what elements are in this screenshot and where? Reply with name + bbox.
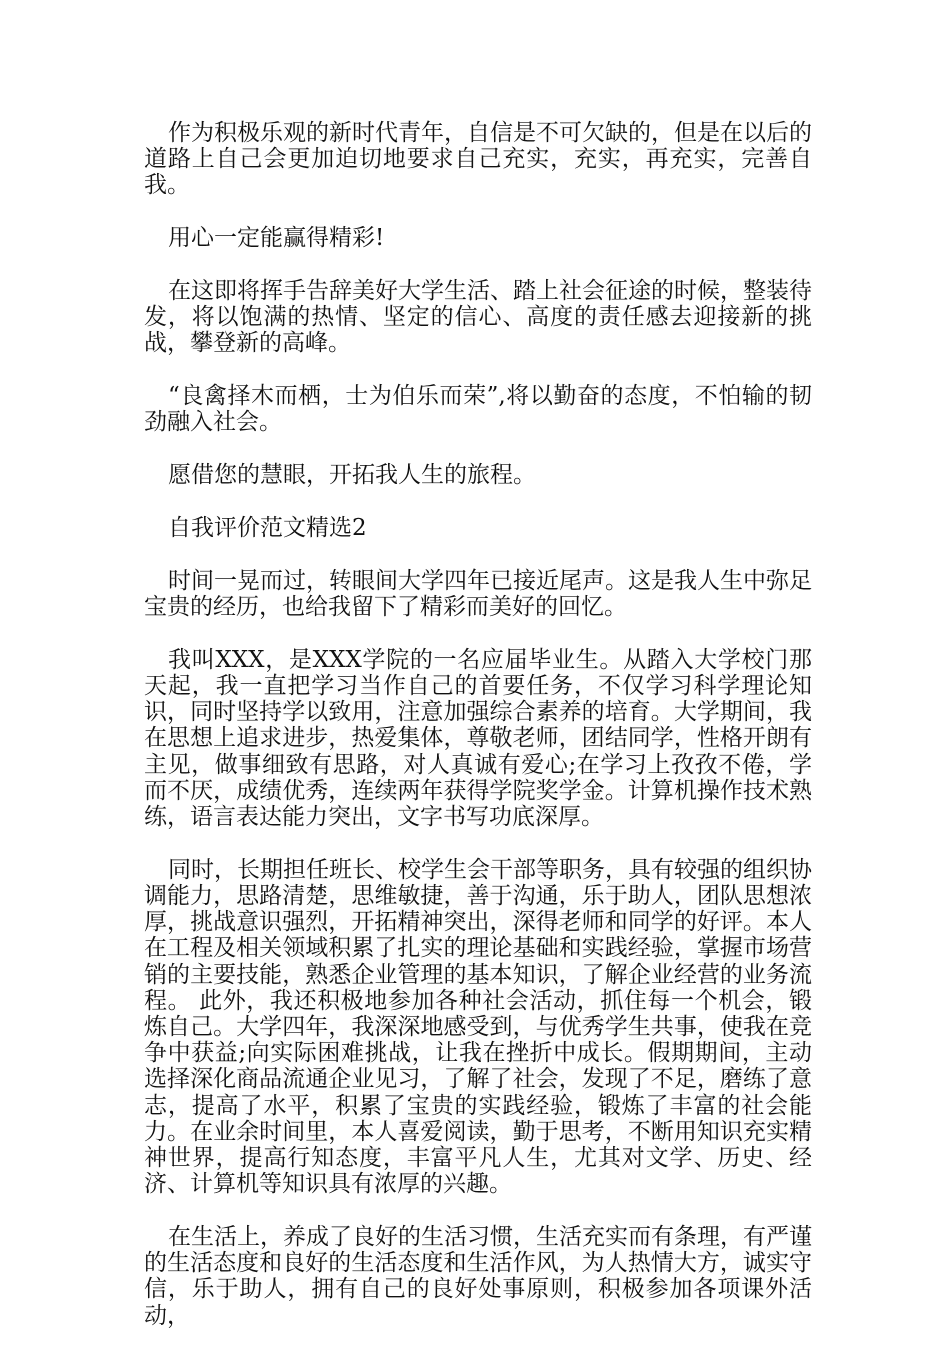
paragraph-2: 用心一定能赢得精彩! bbox=[168, 225, 385, 252]
paragraph-4: “良禽择木而栖，士为伯乐而荣”,将以勤奋的态度，不怕输的韧劲融入社会。 bbox=[144, 383, 812, 436]
paragraph-3: 在这即将挥手告辞美好大学生活、踏上社会征途的时候，整装待发，将以饱满的热情、坚定的信心、高度的责任感去迎接新的挑战，攀登新的高峰。 bbox=[144, 278, 812, 357]
paragraph-9: 同时，长期担任班长、校学生会干部等职务，具有较强的组织协调能力，思路清楚，思维敏捷，善于沟通，乐于助人，团队思想浓厚，挑战意识强烈，开拓精神突出，深得老师和同学的好评。本人在工程及相关领域积累了扎实的理论基础和实践经验，掌握市场营销的主要技能，熟悉企业管理的基本知识，了解企业经营的业务流程。 此外，我还积极地参加各种社会活动，抓住每一个机会，锻炼自己。大学四年，我深深地感受到，与优秀学生共事，使我在竞争中获益;向实际困难挑战，让我在挫折中成长。假期期间，主动选择深化商品流通企业见习，了解了社会，发现了不足，磨练了意志，提高了水平，积累了宝贵的实践经验，锻炼了丰富的社会能力。在业余时间里，本人喜爱阅读，勤于思考，不断用知识充实精神世界，提高行知态度，丰富平凡人生，尤其对文学、历史、经济、计算机等知识具有浓厚的兴趣。 bbox=[144, 856, 812, 1198]
document-body bbox=[144, 120, 812, 1355]
section-heading: 自我评价范文精选2 bbox=[168, 515, 367, 541]
paragraph-5: 愿借您的慧眼，开拓我人生的旅程。 bbox=[168, 462, 536, 489]
paragraph-8: 我叫XXX，是XXX学院的一名应届毕业生。从踏入大学校门那天起，我一直把学习当作自己的首要任务，不仅学习科学理论知识，同时坚持学以致用，注意加强综合素养的培育。大学期间，我在思想上追求进步，热爱集体，尊敬老师，团结同学，性格开朗有主见，做事细致有思路，对人真诚有爱心;在学习上孜孜不倦，学而不厌，成绩优秀，连续两年获得学院奖学金。计算机操作技术熟练，语言表达能力突出，文字书写功底深厚。 bbox=[144, 646, 812, 831]
paragraph-1: 作为积极乐观的新时代青年，自信是不可欠缺的，但是在以后的道路上自己会更加迫切地要求自己充实，充实，再充实，完善自我。 bbox=[144, 120, 812, 199]
paragraph-10: 在生活上，养成了良好的生活习惯，生活充实而有条理，有严谨的生活态度和良好的生活态度和生活作风，为人热情大方，诚实守信，乐于助人，拥有自己的良好处事原则，积极参加各项课外活动， bbox=[144, 1224, 812, 1329]
paragraph-7: 时间一晃而过，转眼间大学四年已接近尾声。这是我人生中弥足宝贵的经历，也给我留下了精彩而美好的回忆。 bbox=[144, 567, 812, 620]
